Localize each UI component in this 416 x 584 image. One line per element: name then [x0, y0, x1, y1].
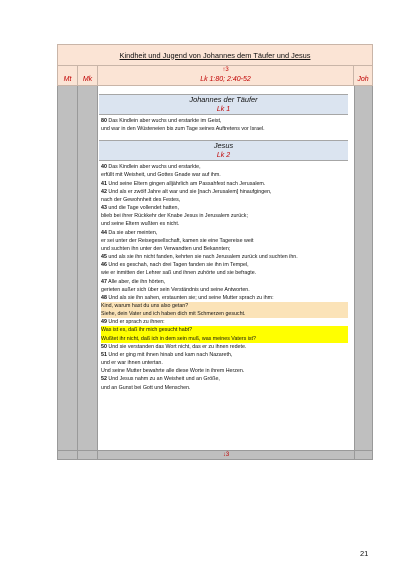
column-joh-header	[354, 66, 372, 85]
synopsis-body	[57, 86, 373, 451]
verse-line	[101, 204, 354, 212]
verse-line	[101, 253, 354, 261]
verse-text: Alle aber, die ihn hörten,	[108, 278, 166, 285]
verse-text: Da sie aber meinten,	[108, 229, 158, 236]
down-arrow-icon[interactable]: ↓3	[98, 451, 354, 459]
column-mt-body	[58, 86, 78, 450]
up-arrow-icon[interactable]: ↑3	[222, 67, 229, 73]
verse-number: 47	[101, 278, 107, 285]
verse-text: Kind, warum hast du uns also getan?	[101, 302, 189, 309]
verse-text: Was ist es, daß ihr mich gesucht habt?	[101, 327, 193, 334]
verse-text: und war in den Wüsteneien bis zum Tage seines Auftretens vor Israel.	[101, 126, 265, 133]
verse-line	[101, 318, 354, 326]
verse-text: Und seine Mutter bewahrte alle diese Worte in ihrem Herzen.	[101, 368, 245, 375]
verse-line	[101, 245, 354, 253]
page-number: 21	[360, 549, 369, 558]
verse-text: Und sie verstanden das Wort nicht, das er zu ihnen redete.	[108, 343, 247, 350]
verse-line	[101, 180, 354, 188]
verse-text: Und als sie ihn sahen, erstaunten sie; und seine Mutter sprach zu ihm:	[108, 294, 274, 301]
verse-text-block	[98, 161, 354, 391]
verse-line	[101, 188, 354, 196]
verse-text: Das Kindlein aber wuchs und erstarkte,	[108, 164, 201, 171]
verse-line	[101, 367, 354, 375]
verse-line	[101, 261, 354, 269]
verse-line	[101, 343, 354, 351]
verse-line	[101, 117, 354, 125]
verse-line	[101, 359, 354, 367]
verse-number: 41	[101, 180, 107, 187]
section-heading: Johannes der Täufer	[99, 94, 348, 105]
verse-line	[101, 196, 354, 204]
verse-line	[101, 212, 354, 220]
verse-line	[101, 384, 354, 392]
gospel-column-header	[57, 66, 373, 86]
column-joh-body	[354, 86, 372, 450]
column-mk-label: Mk	[82, 76, 93, 83]
verse-text: Wußtet ihr nicht, daß ich in dem sein muß, was meines Vaters ist?	[101, 335, 256, 342]
verse-number: 80	[101, 118, 107, 124]
pericope-title-row	[57, 44, 373, 66]
verse-text: erfüllt mit Weisheit, und Gottes Gnade war auf ihm.	[101, 172, 221, 179]
verse-text: gerieten außer sich über sein Verständnis und seine Antworten.	[101, 286, 250, 293]
verse-number: 49	[101, 319, 107, 326]
verse-text: Und er ging mit ihnen hinab und kam nach Nazareth,	[108, 351, 233, 358]
verse-text: wie er inmitten der Lehrer saß und ihnen zuhörte und sie befragte.	[101, 270, 257, 277]
column-lk-header	[98, 66, 354, 85]
verse-number: 52	[101, 376, 107, 383]
column-joh-label: Joh	[357, 76, 369, 83]
verse-text: und seine Eltern wußten es nicht.	[101, 221, 180, 228]
verse-line	[101, 229, 354, 237]
verse-text: nach der Gewohnheit des Festes,	[101, 196, 181, 203]
pericope-title: Kindheit und Jugend von Johannes dem Täufer und Jesus	[119, 50, 311, 60]
section-heading: Jesus	[99, 140, 348, 151]
footer-joh	[354, 451, 372, 459]
verse-text: Und seine Eltern gingen alljährlich am Passahfest nach Jerusalem.	[108, 180, 266, 187]
verse-text-block	[98, 115, 354, 133]
verse-number: 48	[101, 294, 107, 301]
column-lk-body	[98, 86, 354, 450]
verse-line	[101, 375, 354, 383]
verse-number: 51	[101, 351, 107, 358]
verse-line	[101, 294, 354, 302]
column-mk-body	[78, 86, 98, 450]
highlighted-verse-line	[101, 302, 348, 310]
verse-number: 46	[101, 262, 107, 269]
section-0	[98, 94, 354, 133]
section-reference: Lk 1	[99, 105, 348, 115]
verse-text: und suchten ihn unter den Verwandten und Bekannten;	[101, 245, 231, 252]
verse-number: 50	[101, 343, 107, 350]
footer-row	[57, 451, 373, 460]
column-lk-label: Lk 1:80; 2:40-52	[200, 76, 251, 83]
highlighted-verse-line	[101, 310, 348, 318]
verse-text: und er war ihnen untertan.	[101, 360, 163, 367]
verse-line	[101, 286, 354, 294]
column-mk-header	[78, 66, 98, 85]
verse-line	[101, 171, 354, 179]
verse-line	[101, 237, 354, 245]
verse-text: Das Kindlein aber wuchs und erstarkte im Geist,	[108, 118, 222, 124]
verse-text: Siehe, dein Vater und ich haben dich mit Schmerzen gesucht.	[101, 311, 246, 318]
verse-number: 44	[101, 229, 107, 236]
verse-text: und an Gunst bei Gott und Menschen.	[101, 384, 191, 391]
verse-text: blieb bei ihrer Rückkehr der Knabe Jesus in Jerusalem zurück;	[101, 213, 248, 220]
verse-number: 43	[101, 205, 107, 212]
verse-text: und als sie ihn nicht fanden, kehrten sie nach Jerusalem zurück und suchten ihn.	[108, 254, 298, 261]
highlighted-verse-line	[101, 335, 348, 343]
verse-line	[101, 269, 354, 277]
verse-line	[101, 351, 354, 359]
highlighted-verse-line	[101, 326, 348, 334]
verse-line	[101, 220, 354, 228]
footer-mt	[58, 451, 78, 459]
verse-text: Und Jesus nahm zu an Weisheit und an Größe,	[108, 376, 220, 383]
verse-number: 40	[101, 164, 107, 171]
footer-mk	[78, 451, 98, 459]
verse-text: Und als er zwölf Jahre alt war und sie [nach Jerusalem] hinaufgingen,	[108, 188, 272, 195]
verse-text: er sei unter der Reisegesellschaft, kamen sie eine Tagereise weit	[101, 237, 254, 244]
verse-text: Und er sprach zu ihnen:	[108, 319, 165, 326]
verse-text: Und es geschah, nach drei Tagen fanden sie ihn im Tempel,	[108, 262, 249, 269]
verse-number: 45	[101, 254, 107, 261]
verse-number: 42	[101, 188, 107, 195]
section-reference: Lk 2	[99, 151, 348, 161]
column-mt-header	[58, 66, 78, 85]
verse-line	[101, 278, 354, 286]
verse-line	[101, 125, 354, 133]
column-mt-label: Mt	[63, 76, 72, 83]
verse-line	[101, 163, 354, 171]
section-1	[98, 140, 354, 391]
sections-container	[98, 94, 354, 392]
verse-text: und die Tage vollendet hatten,	[108, 205, 179, 212]
